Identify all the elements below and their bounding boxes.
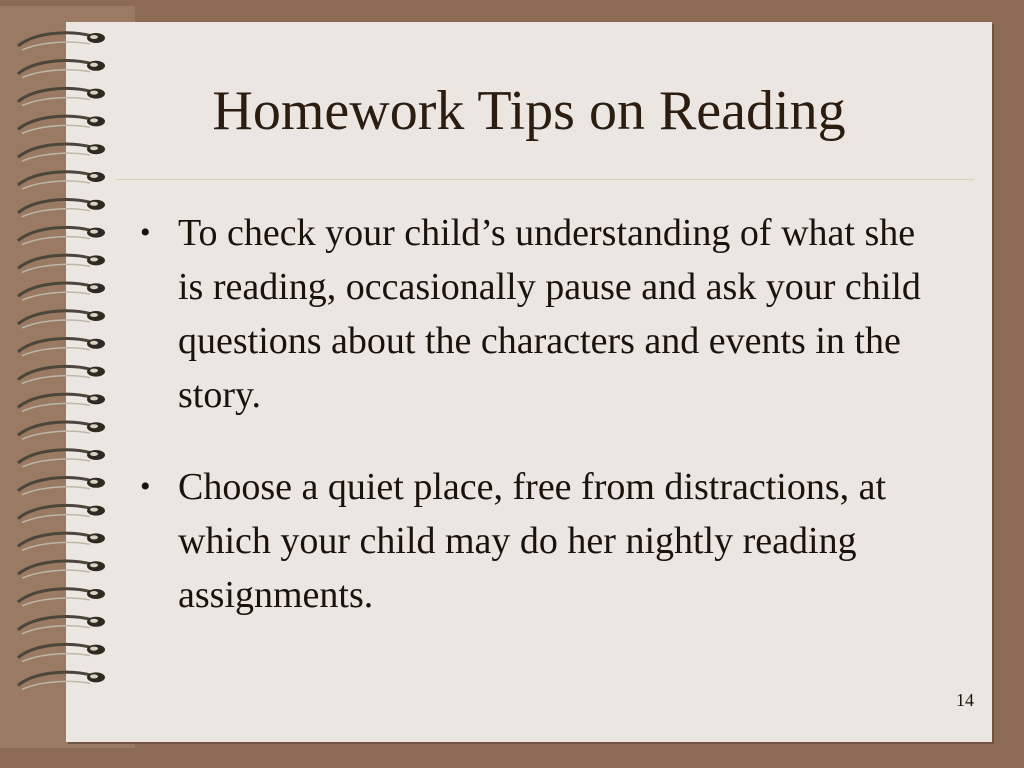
spiral-ring-icon [18,561,105,578]
spiral-ring-icon [18,672,105,689]
spiral-ring-icon [18,644,105,661]
bullet-text: To check your child’s understanding of what she is reading, occasionally pause and ask your child questions about the characters and events in the story. [178,212,921,416]
spiral-ring-icon [18,478,105,495]
bullet-list [140,206,940,660]
spiral-ring-icon [18,311,105,328]
spiral-ring-icon [18,366,105,383]
spiral-ring-icon [18,394,105,411]
spiral-ring-icon [18,589,105,606]
spiral-ring-icon [18,144,105,161]
bullet-marker: • [140,216,151,249]
spiral-ring-icon [18,533,105,550]
bullet-item [140,460,940,622]
title-divider [116,179,974,180]
spiral-ring-icon [18,172,105,189]
bullet-marker: • [140,470,151,503]
spiral-ring-icon [18,33,105,50]
bullet-text: Choose a quiet place, free from distractions, at which your child may do her nightly reading assignments. [178,466,887,616]
slide-title: Homework Tips on Reading [212,80,846,142]
spiral-ring-icon [18,505,105,522]
spiral-ring-icon [18,339,105,356]
page-number: 14 [956,690,974,710]
spiral-ring-icon [18,450,105,467]
bullet-item [140,206,940,422]
spiral-ring-icon [18,422,105,439]
spiral-ring-icon [18,255,105,272]
spiral-ring-icon [18,283,105,300]
spiral-ring-icon [18,227,105,244]
spiral-ring-icon [18,617,105,634]
spiral-ring-icon [18,200,105,217]
